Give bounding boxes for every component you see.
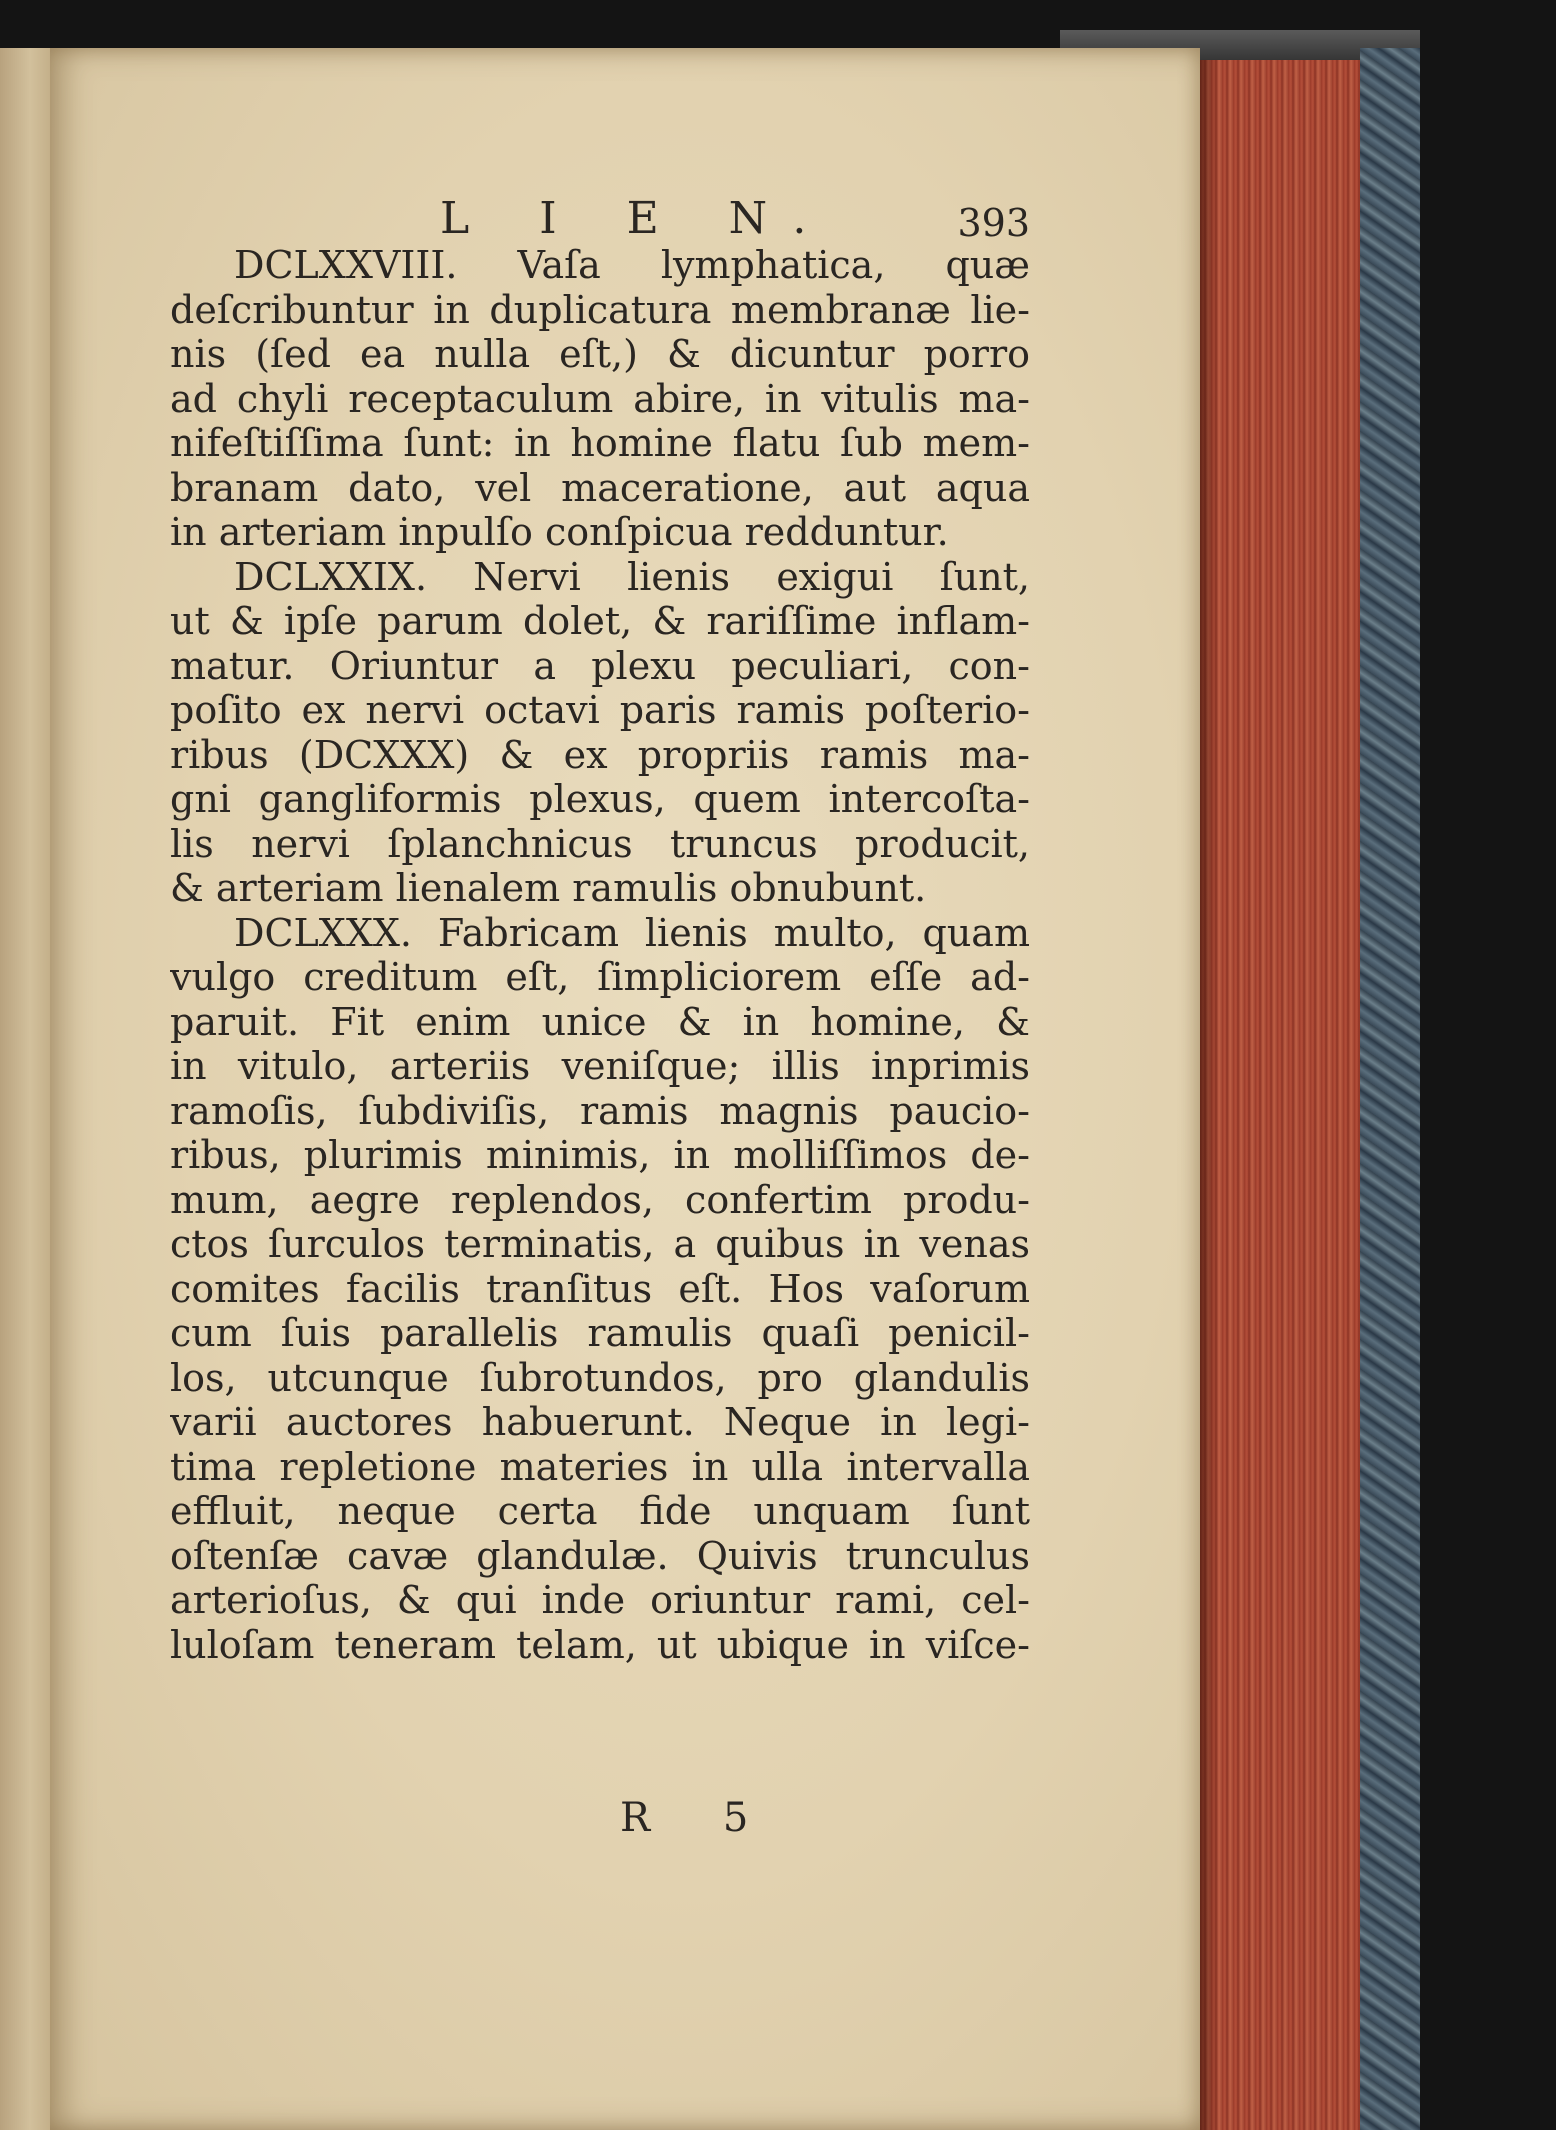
text-line: ribus, plurimis minimis, in molliſſimos de- <box>170 1133 1030 1177</box>
marbled-cover-board <box>1360 48 1420 2130</box>
text-line: los, utcunque ſubrotundos, pro glandulis <box>170 1355 1030 1400</box>
text-line: deſcribuntur in duplicatura membranæ lie- <box>170 287 1030 332</box>
text-line: ribus (DCXXX) & ex propriis ramis ma- <box>170 732 1030 777</box>
text-line: poſito ex nervi octavi paris ramis poſterio- <box>170 688 1030 732</box>
catchword-signature: R 5 <box>620 1795 779 1841</box>
text-line: lis nervi ſplanchnicus truncus producit, <box>170 821 1030 866</box>
text-line: cum ſuis parallelis ramulis quaſi penicil- <box>170 1311 1030 1355</box>
text-line: effluit, neque certa fide unquam ſunt <box>170 1489 1030 1533</box>
running-head: L I E N. <box>440 193 835 244</box>
text-line: in arteriam inpulſo conſpicua redduntur. <box>170 510 949 554</box>
text-line: in vitulo, arteriis veniſque; illis inprimis <box>170 1044 1030 1088</box>
previous-page-edge <box>0 48 50 2130</box>
text-line: mum, aegre replendos, confertim produ- <box>170 1177 1030 1222</box>
text-line: ad chyli receptaculum abire, in vitulis ma- <box>170 376 1030 421</box>
text-line: tima repletione materies in ulla intervalla <box>170 1444 1030 1489</box>
text-line: oſtenſæ cavæ glandulæ. Quivis trunculus <box>170 1533 1030 1578</box>
text-line: varii auctores habuerunt. Neque in legi- <box>170 1400 1030 1444</box>
page-header <box>170 195 1030 243</box>
text-line: nifeſtiſſima ſunt: in homine flatu ſub mem- <box>170 421 1030 465</box>
text-line: nis (ſed ea nulla eſt,) & dicuntur porro <box>170 332 1030 376</box>
text-line: DCLXXVIII. Vaſa lymphatica, quæ <box>234 243 1030 287</box>
page-number: 393 <box>957 201 1030 245</box>
text-line: comites facilis tranſitus eſt. Hos vaſorum <box>170 1266 1030 1311</box>
text-line: branam dato, vel maceratione, aut aqua <box>170 465 1030 510</box>
page-fore-edge <box>1200 60 1360 2130</box>
fore-edge-shadow <box>1200 60 1218 2130</box>
text-line: ctos ſurculos terminatis, a quibus in venas <box>170 1222 1030 1266</box>
text-line: DCLXXX. Fabricam lienis multo, quam <box>234 910 1030 955</box>
text-line: arterioſus, & qui inde oriuntur rami, cel- <box>170 1578 1030 1622</box>
text-line: gni gangliformis plexus, quem intercoſta- <box>170 777 1030 821</box>
page-text <box>170 195 1030 1667</box>
text-line: paruit. Fit enim unice & in homine, & <box>170 999 1030 1044</box>
text-line: ut & ipſe parum dolet, & rariſſime inflam- <box>170 599 1030 643</box>
text-line: ramoſis, ſubdiviſis, ramis magnis paucio- <box>170 1088 1030 1133</box>
text-line: DCLXXIX. Nervi lienis exigui ſunt, <box>234 554 1030 599</box>
text-line: & arteriam lienalem ramulis obnubunt. <box>170 866 927 910</box>
text-line: matur. Oriuntur a plexu peculiari, con- <box>170 643 1030 688</box>
text-line: vulgo creditum eſt, ſimpliciorem eſſe ad- <box>170 955 1030 999</box>
text-line: luloſam teneram telam, ut ubique in viſce- <box>170 1622 1030 1667</box>
